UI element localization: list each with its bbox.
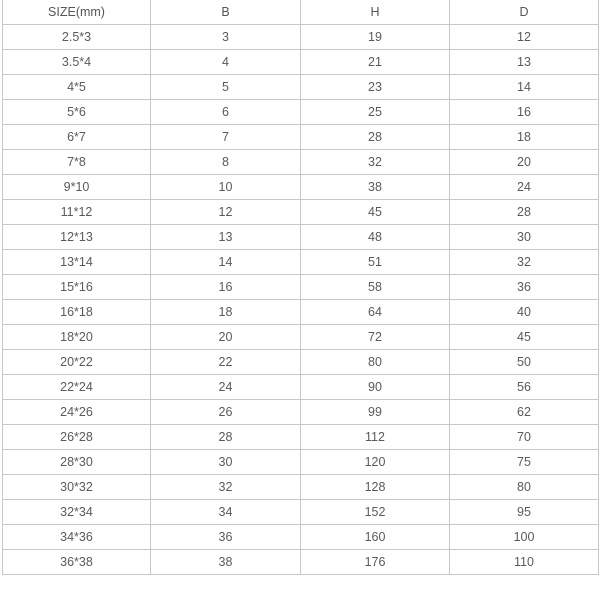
cell-h: 120 [301, 450, 450, 475]
cell-h: 176 [301, 550, 450, 575]
cell-h: 64 [301, 300, 450, 325]
table-row [3, 100, 599, 125]
cell-h: 58 [301, 275, 450, 300]
cell-h: 25 [301, 100, 450, 125]
cell-size: 30*32 [3, 475, 151, 500]
cell-d: 30 [450, 225, 599, 250]
cell-size: 15*16 [3, 275, 151, 300]
cell-b: 32 [151, 475, 301, 500]
cell-d: 13 [450, 50, 599, 75]
cell-b: 12 [151, 200, 301, 225]
cell-h: 38 [301, 175, 450, 200]
header-d: D [450, 0, 599, 25]
cell-h: 28 [301, 125, 450, 150]
cell-b: 22 [151, 350, 301, 375]
cell-h: 152 [301, 500, 450, 525]
table-row [3, 400, 599, 425]
cell-b: 8 [151, 150, 301, 175]
cell-size: 20*22 [3, 350, 151, 375]
cell-h: 23 [301, 75, 450, 100]
table-row [3, 450, 599, 475]
table-row [3, 175, 599, 200]
cell-d: 28 [450, 200, 599, 225]
cell-d: 50 [450, 350, 599, 375]
cell-b: 7 [151, 125, 301, 150]
cell-d: 56 [450, 375, 599, 400]
header-h: H [301, 0, 450, 25]
cell-d: 62 [450, 400, 599, 425]
table-row [3, 425, 599, 450]
table-header [3, 0, 599, 25]
cell-h: 51 [301, 250, 450, 275]
cell-d: 45 [450, 325, 599, 350]
cell-d: 12 [450, 25, 599, 50]
cell-b: 30 [151, 450, 301, 475]
cell-h: 160 [301, 525, 450, 550]
cell-d: 70 [450, 425, 599, 450]
cell-size: 4*5 [3, 75, 151, 100]
cell-b: 26 [151, 400, 301, 425]
table-row [3, 225, 599, 250]
cell-size: 2.5*3 [3, 25, 151, 50]
table-row [3, 500, 599, 525]
cell-b: 38 [151, 550, 301, 575]
table-row [3, 550, 599, 575]
cell-size: 18*20 [3, 325, 151, 350]
cell-d: 95 [450, 500, 599, 525]
cell-size: 24*26 [3, 400, 151, 425]
cell-b: 5 [151, 75, 301, 100]
cell-size: 34*36 [3, 525, 151, 550]
cell-size: 6*7 [3, 125, 151, 150]
cell-b: 10 [151, 175, 301, 200]
table-row [3, 300, 599, 325]
cell-b: 4 [151, 50, 301, 75]
header-row [3, 0, 599, 25]
cell-size: 26*28 [3, 425, 151, 450]
cell-h: 21 [301, 50, 450, 75]
table-row [3, 350, 599, 375]
cell-h: 32 [301, 150, 450, 175]
table-row [3, 525, 599, 550]
cell-d: 32 [450, 250, 599, 275]
table-row [3, 50, 599, 75]
size-table [2, 0, 599, 575]
cell-size: 13*14 [3, 250, 151, 275]
cell-b: 14 [151, 250, 301, 275]
cell-h: 72 [301, 325, 450, 350]
cell-d: 24 [450, 175, 599, 200]
table-row [3, 325, 599, 350]
cell-b: 34 [151, 500, 301, 525]
table-row [3, 150, 599, 175]
cell-size: 7*8 [3, 150, 151, 175]
cell-b: 36 [151, 525, 301, 550]
cell-b: 20 [151, 325, 301, 350]
cell-b: 13 [151, 225, 301, 250]
table-row [3, 250, 599, 275]
cell-h: 112 [301, 425, 450, 450]
cell-d: 16 [450, 100, 599, 125]
cell-h: 99 [301, 400, 450, 425]
cell-size: 12*13 [3, 225, 151, 250]
cell-d: 40 [450, 300, 599, 325]
cell-size: 11*12 [3, 200, 151, 225]
cell-size: 36*38 [3, 550, 151, 575]
cell-d: 110 [450, 550, 599, 575]
table-row [3, 275, 599, 300]
table-row [3, 25, 599, 50]
cell-size: 3.5*4 [3, 50, 151, 75]
table-row [3, 125, 599, 150]
cell-d: 14 [450, 75, 599, 100]
cell-h: 80 [301, 350, 450, 375]
table-row [3, 475, 599, 500]
table-row [3, 200, 599, 225]
cell-h: 48 [301, 225, 450, 250]
cell-h: 19 [301, 25, 450, 50]
header-b: B [151, 0, 301, 25]
cell-d: 75 [450, 450, 599, 475]
cell-d: 80 [450, 475, 599, 500]
cell-h: 128 [301, 475, 450, 500]
cell-size: 32*34 [3, 500, 151, 525]
cell-d: 36 [450, 275, 599, 300]
cell-b: 18 [151, 300, 301, 325]
table-row [3, 375, 599, 400]
cell-size: 22*24 [3, 375, 151, 400]
cell-d: 100 [450, 525, 599, 550]
cell-b: 16 [151, 275, 301, 300]
cell-size: 28*30 [3, 450, 151, 475]
cell-size: 9*10 [3, 175, 151, 200]
cell-b: 28 [151, 425, 301, 450]
cell-size: 5*6 [3, 100, 151, 125]
header-size: SIZE(mm) [3, 0, 151, 25]
cell-h: 45 [301, 200, 450, 225]
cell-b: 24 [151, 375, 301, 400]
cell-d: 18 [450, 125, 599, 150]
table-row [3, 75, 599, 100]
table-body [3, 25, 599, 575]
cell-size: 16*18 [3, 300, 151, 325]
cell-d: 20 [450, 150, 599, 175]
cell-b: 3 [151, 25, 301, 50]
cell-b: 6 [151, 100, 301, 125]
cell-h: 90 [301, 375, 450, 400]
